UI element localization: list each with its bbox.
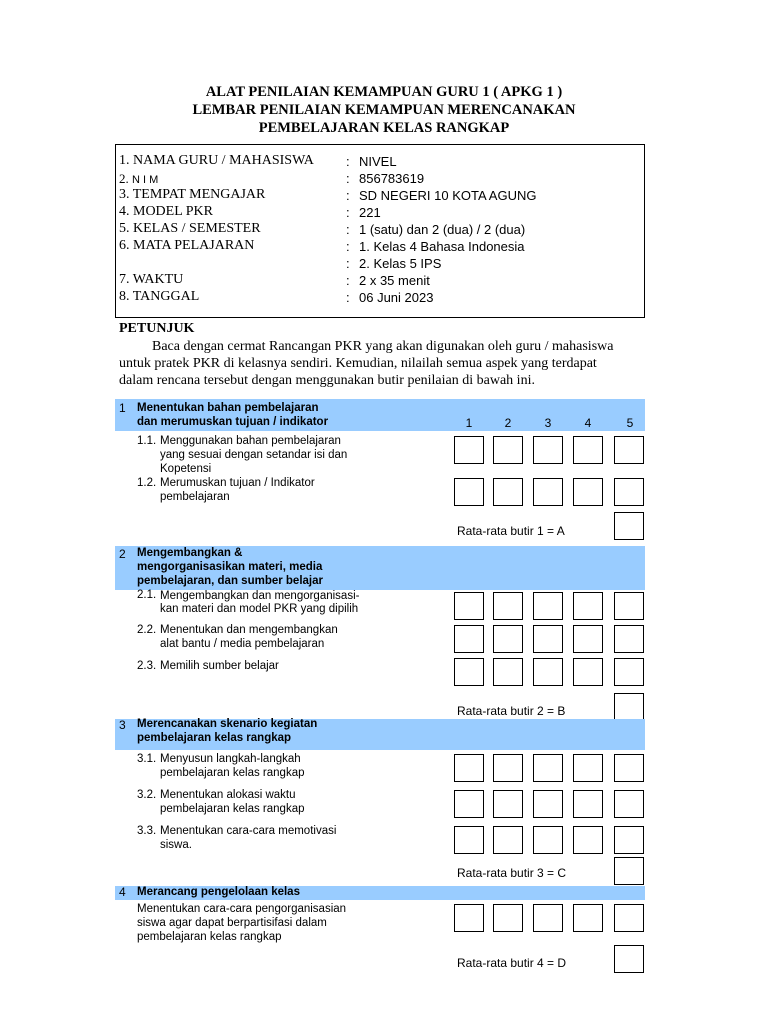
nim-number: 2.: [119, 171, 132, 186]
petunjuk-line-3: dalam rencana tersebut dengan menggunakan butir penilaian di bawah ini.: [119, 373, 535, 388]
score-box-2-1-1[interactable]: [454, 592, 484, 620]
tempat-label: 3. TEMPAT MENGAJAR: [119, 187, 266, 202]
nim-value: 856783619: [359, 171, 425, 186]
rata-rata-1-box[interactable]: [614, 512, 644, 540]
score-box-1-2-4[interactable]: [573, 478, 603, 506]
form-title-line-2: LEMBAR PENILAIAN KEMAMPUAN MERENCANAKAN: [192, 102, 576, 118]
section-2-title-line-3: pembelajaran, dan sumber belajar: [137, 575, 323, 587]
item-2-3-number: 2.3.: [137, 660, 157, 672]
item-2-1-line-1: Mengembangkan dan mengorganisasi-: [160, 590, 360, 602]
mapel-value-1: 1. Kelas 4 Bahasa Indonesia: [359, 239, 525, 254]
model-label: 4. MODEL PKR: [119, 204, 213, 219]
score-box-3-3-4[interactable]: [573, 826, 603, 854]
rata-rata-4-box[interactable]: [614, 945, 644, 973]
score-box-3-3-1[interactable]: [454, 826, 484, 854]
score-box-3-2-3[interactable]: [533, 790, 563, 818]
section-2-title-line-1: Mengembangkan &: [137, 547, 243, 559]
nim-label-row: [119, 171, 158, 188]
nama-value: NIVEL: [359, 154, 397, 169]
score-box-1-1-1[interactable]: [454, 436, 484, 464]
colon: :: [346, 290, 350, 305]
score-box-2-3-3[interactable]: [533, 658, 563, 686]
form-title-line-3: PEMBELAJARAN KELAS RANGKAP: [258, 120, 510, 136]
rata-rata-1-label: Rata-rata butir 1 = A: [457, 524, 565, 538]
colon: :: [346, 171, 350, 186]
score-box-3-3-2[interactable]: [493, 826, 523, 854]
item-2-2-line-1: Menentukan dan mengembangkan: [160, 624, 338, 636]
section-4-number: 4: [119, 885, 126, 899]
score-box-4-1[interactable]: [454, 904, 484, 932]
score-box-1-2-3[interactable]: [533, 478, 563, 506]
section-2-number: 2: [119, 547, 126, 561]
score-box-3-3-3[interactable]: [533, 826, 563, 854]
score-box-2-3-1[interactable]: [454, 658, 484, 686]
tempat-value: SD NEGERI 10 KOTA AGUNG: [359, 188, 537, 203]
petunjuk-line-1: Baca dengan cermat Rancangan PKR yang akan digunakan oleh guru / mahasiswa: [152, 339, 614, 354]
item-2-3-line-1: Memilih sumber belajar: [160, 660, 279, 672]
item-4-line-3: pembelajaran kelas rangkap: [137, 931, 282, 943]
score-box-2-1-3[interactable]: [533, 592, 563, 620]
rata-rata-2-box[interactable]: [614, 693, 644, 721]
score-box-3-1-5[interactable]: [614, 754, 644, 782]
item-3-2-line-1: Menentukan alokasi waktu: [160, 789, 296, 801]
scale-header-2: 2: [504, 416, 512, 430]
score-box-1-2-1[interactable]: [454, 478, 484, 506]
petunjuk-line-2: untuk pratek PKR di kelasnya sendiri. Kemudian, nilailah semua aspek yang terdapat: [119, 356, 597, 371]
kelas-value: 1 (satu) dan 2 (dua) / 2 (dua): [359, 222, 526, 237]
section-1-title-line-1: Menentukan bahan pembelajaran: [137, 402, 319, 414]
model-value: 221: [359, 205, 381, 220]
item-3-1-number: 3.1.: [137, 753, 157, 765]
item-3-2-line-2: pembelajaran kelas rangkap: [160, 803, 305, 815]
score-box-4-2[interactable]: [493, 904, 523, 932]
score-box-4-3[interactable]: [533, 904, 563, 932]
score-box-2-2-3[interactable]: [533, 625, 563, 653]
score-box-3-1-2[interactable]: [493, 754, 523, 782]
colon: :: [346, 239, 350, 254]
score-box-4-4[interactable]: [573, 904, 603, 932]
item-1-1-line-2: yang sesuai dengan setandar isi dan: [160, 449, 348, 461]
item-2-2-number: 2.2.: [137, 624, 157, 636]
rata-rata-4-label: Rata-rata butir 4 = D: [457, 956, 567, 970]
colon: :: [346, 188, 350, 203]
item-1-2-line-1: Merumuskan tujuan / Indikator: [160, 477, 315, 489]
kelas-label: 5. KELAS / SEMESTER: [119, 221, 261, 236]
section-1-title-line-2: dan merumuskan tujuan / indikator: [137, 416, 329, 428]
colon: :: [346, 256, 350, 271]
scale-header-5: 5: [626, 416, 634, 430]
colon: :: [346, 154, 350, 169]
section-3-number: 3: [119, 718, 126, 732]
score-box-1-1-2[interactable]: [493, 436, 523, 464]
scale-header-1: 1: [465, 416, 473, 430]
item-3-3-number: 3.3.: [137, 825, 157, 837]
score-box-1-1-5[interactable]: [614, 436, 644, 464]
form-title-line-1: ALAT PENILAIAN KEMAMPUAN GURU 1 ( APKG 1 ): [205, 84, 563, 100]
score-box-3-2-5[interactable]: [614, 790, 644, 818]
item-3-2-number: 3.2.: [137, 789, 157, 801]
section-3-title-line-2: pembelajaran kelas rangkap: [137, 732, 292, 744]
scale-header-3: 3: [544, 416, 552, 430]
item-3-1-line-1: Menyusun langkah-langkah: [160, 753, 301, 765]
section-3-title-line-1: Merencanakan skenario kegiatan: [137, 718, 318, 730]
mapel-label: 6. MATA PELAJARAN: [119, 238, 255, 253]
waktu-value: 2 x 35 menit: [359, 273, 430, 288]
item-2-1-line-2: kan materi dan model PKR yang dipilih: [160, 603, 359, 615]
rata-rata-3-box[interactable]: [614, 857, 644, 885]
colon: :: [346, 222, 350, 237]
tanggal-value: 06 Juni 2023: [359, 290, 434, 305]
item-3-3-line-1: Menentukan cara-cara memotivasi: [160, 825, 337, 837]
score-box-1-2-5[interactable]: [614, 478, 644, 506]
nama-label: 1. NAMA GURU / MAHASISWA: [119, 153, 314, 168]
score-box-3-1-3[interactable]: [533, 754, 563, 782]
mapel-value-2: 2. Kelas 5 IPS: [359, 256, 442, 271]
colon: :: [346, 205, 350, 220]
score-box-3-1-4[interactable]: [573, 754, 603, 782]
section-4-title-line-1: Merancang pengelolaan kelas: [137, 886, 300, 898]
score-box-2-3-5[interactable]: [614, 658, 644, 686]
score-box-2-3-2[interactable]: [493, 658, 523, 686]
item-1-2-number: 1.2.: [137, 477, 157, 489]
score-box-3-3-5[interactable]: [614, 826, 644, 854]
petunjuk-heading: PETUNJUK: [119, 321, 195, 336]
item-4-line-2: siswa agar dapat berpartisifasi dalam: [137, 917, 327, 929]
score-box-2-2-1[interactable]: [454, 625, 484, 653]
colon: :: [346, 273, 350, 288]
item-2-2-line-2: alat bantu / media pembelajaran: [160, 638, 325, 650]
score-box-1-2-2[interactable]: [493, 478, 523, 506]
item-3-1-line-2: pembelajaran kelas rangkap: [160, 767, 305, 779]
score-box-3-2-1[interactable]: [454, 790, 484, 818]
rata-rata-3-label: Rata-rata butir 3 = C: [457, 866, 567, 880]
score-box-2-3-4[interactable]: [573, 658, 603, 686]
item-1-1-line-3: Kopetensi: [160, 463, 212, 475]
score-box-2-2-4[interactable]: [573, 625, 603, 653]
score-box-2-1-4[interactable]: [573, 592, 603, 620]
tanggal-label: 8. TANGGAL: [119, 289, 200, 304]
rata-rata-2-label: Rata-rata butir 2 = B: [457, 704, 566, 718]
item-4-line-1: Menentukan cara-cara pengorganisasian: [137, 903, 347, 915]
score-box-2-2-2[interactable]: [493, 625, 523, 653]
score-box-3-2-4[interactable]: [573, 790, 603, 818]
score-box-2-1-5[interactable]: [614, 592, 644, 620]
scale-header-4: 4: [584, 416, 592, 430]
item-1-1-line-1: Menggunakan bahan pembelajaran: [160, 435, 341, 447]
waktu-label: 7. WAKTU: [119, 272, 184, 287]
section-1-number: 1: [119, 401, 126, 415]
score-box-3-2-2[interactable]: [493, 790, 523, 818]
score-box-4-5[interactable]: [614, 904, 644, 932]
item-2-1-number: 2.1.: [137, 589, 157, 601]
section-2-title-line-2: mengorganisasikan materi, media: [137, 561, 323, 573]
item-1-2-line-2: pembelajaran: [160, 491, 230, 503]
score-box-2-1-2[interactable]: [493, 592, 523, 620]
score-box-1-1-4[interactable]: [573, 436, 603, 464]
score-box-3-1-1[interactable]: [454, 754, 484, 782]
item-1-1-number: 1.1.: [137, 435, 157, 447]
item-3-3-line-2: siswa.: [160, 839, 192, 851]
score-box-2-2-5[interactable]: [614, 625, 644, 653]
nim-label: N I M: [132, 174, 159, 186]
score-box-1-1-3[interactable]: [533, 436, 563, 464]
